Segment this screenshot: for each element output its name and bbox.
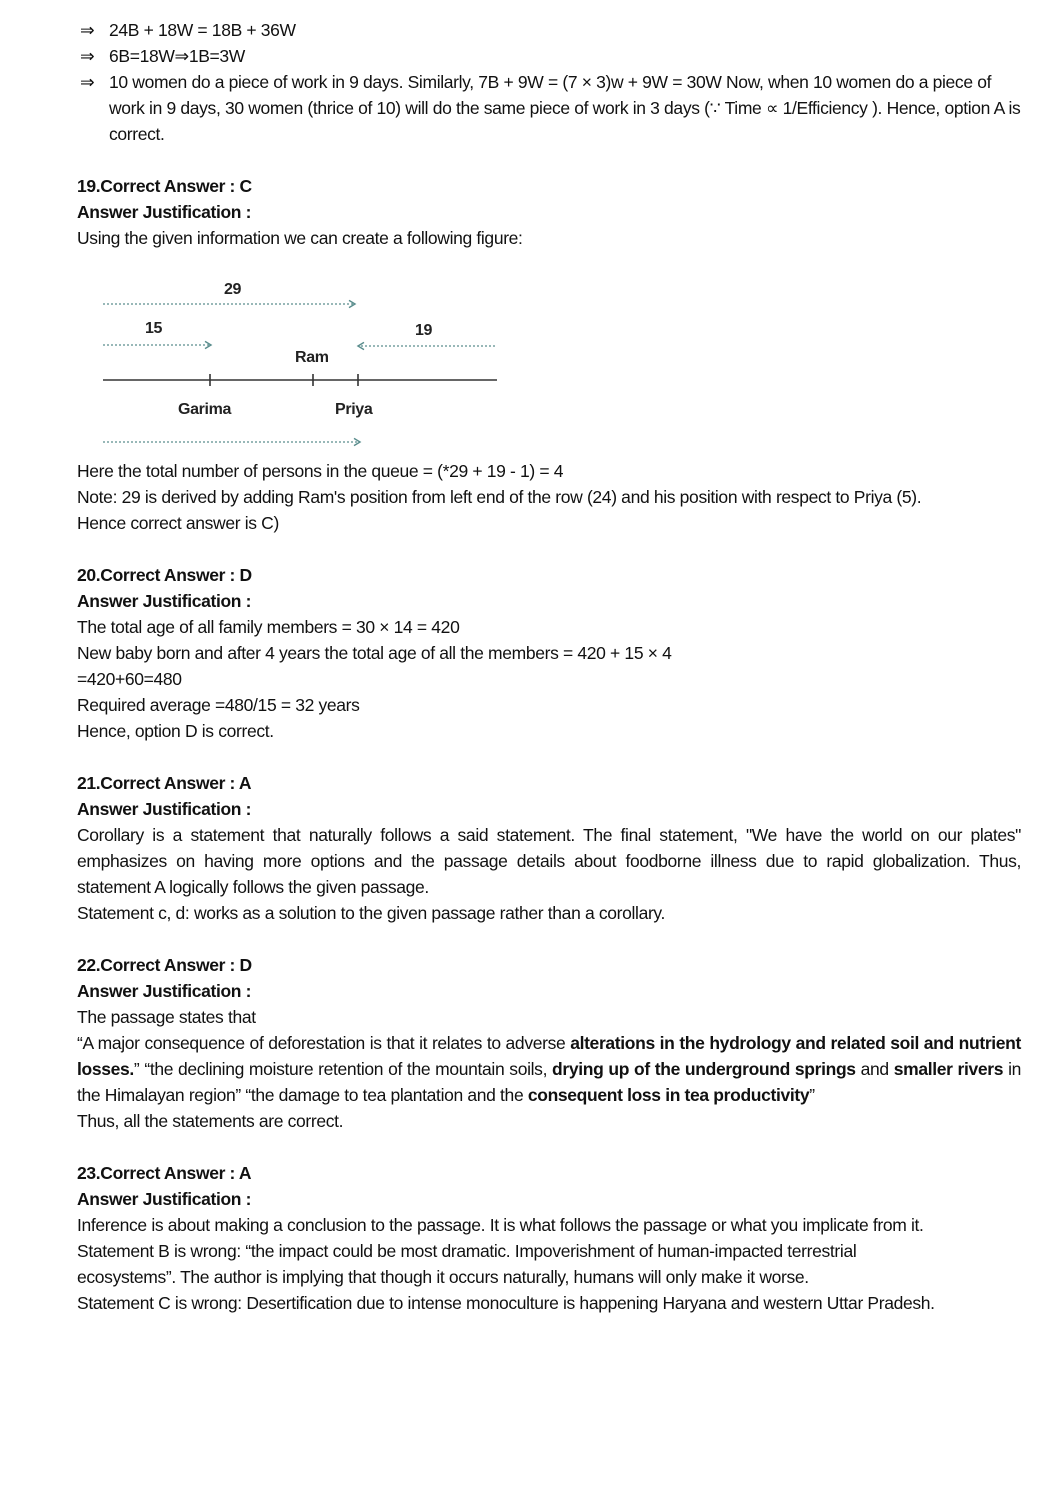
paragraph: Inference is about making a conclusion to the passage. It is what follows the passage or what you implicate from it. (77, 1215, 924, 1235)
bold-segment: smaller rivers (893, 1059, 1004, 1079)
quoted-passage (77, 1030, 1021, 1108)
justification-label: Answer Justification : (77, 591, 252, 611)
paragraph: Using the given information we can create a following figure: (77, 228, 523, 248)
paragraph: Here the total number of persons in the queue = (*29 + 19 - 1) = 4 (77, 461, 564, 481)
paragraph: The total age of all family members = 30 × 14 = 420 (77, 617, 460, 637)
paragraph: Hence, option D is correct. (77, 721, 274, 741)
step-text: 24B + 18W = 18B + 36W (109, 20, 296, 40)
queue-diagram (0, 251, 1058, 458)
justification-label: Answer Justification : (77, 1189, 252, 1209)
answer-heading: 23.Correct Answer : A (77, 1163, 252, 1183)
implies-arrow-icon: ⇒ (80, 20, 95, 40)
text-segment: ” (809, 1085, 815, 1105)
justification-label: Answer Justification : (77, 799, 252, 819)
text-segment: and (855, 1059, 894, 1079)
implies-arrow-icon: ⇒ (80, 46, 95, 66)
label-15: 15 (145, 320, 163, 337)
label-priya: Priya (335, 401, 373, 418)
paragraph: Corollary is a statement that naturally follows a said statement. The final statement, "We have the world on our plates" emphasizes on having more options and the passage details about foodborne illness due to rapid globalization. Thus, statement A logically follows the given passage. (77, 825, 1021, 897)
paragraph: Required average =480/15 = 32 years (77, 695, 360, 715)
answer-23 (77, 1160, 1058, 1316)
implies-arrow-icon: ⇒ (80, 72, 95, 92)
paragraph: Note: 29 is derived by adding Ram's position from left end of the row (24) and his position with respect to Priya (5). (77, 487, 922, 507)
label-garima: Garima (178, 401, 232, 418)
paragraph: New baby born and after 4 years the total age of all the members = 420 + 15 × 4 (77, 643, 672, 663)
paragraph: The passage states that (77, 1007, 256, 1027)
justification-label: Answer Justification : (77, 981, 252, 1001)
step-item (77, 17, 1021, 43)
paragraph: =420+60=480 (77, 669, 182, 689)
paragraph: Statement c, d: works as a solution to the given passage rather than a corollary. (77, 903, 666, 923)
answer-heading: 20.Correct Answer : D (77, 565, 252, 585)
text-segment: ” “the declining moisture retention of the mountain soils, (133, 1059, 553, 1079)
paragraph: Hence correct answer is C) (77, 513, 279, 533)
justification-label: Answer Justification : (77, 202, 252, 222)
step-item (77, 69, 1021, 147)
bold-segment: alterations in the hydrology and related soil and nutrient losses. (77, 1033, 1022, 1079)
answer-19 (77, 173, 1058, 536)
label-29: 29 (224, 281, 242, 298)
step-item (77, 43, 1021, 69)
label-19: 19 (415, 322, 433, 339)
paragraph: Statement C is wrong: Desertification due to intense monoculture is happening Haryana and western Uttar Pradesh. (77, 1293, 935, 1313)
step-text: 6B=18W⇒1B=3W (109, 46, 245, 66)
answer-22 (77, 952, 1058, 1134)
bold-segment: drying up of the underground springs (552, 1059, 856, 1079)
answer-20 (77, 562, 1058, 744)
step-text: 10 women do a piece of work in 9 days. Similarly, 7B + 9W = (7 × 3)w + 9W = 30W Now, when 10 women do a piece of work in 9 days, 30 women (thrice of 10) will do the same piece of work in 3 days (∵ Time ∝ 1/Efficiency ). Hence, option A is correct. (109, 72, 1021, 144)
answer-heading: 22.Correct Answer : D (77, 955, 252, 975)
text-segment: in the Himalayan region” “the damage to tea plantation and the (77, 1059, 1021, 1105)
paragraph: Statement B is wrong: “the impact could be most dramatic. Impoverishment of human-impacted terrestrial ecosystems”. The author is implying that though it occurs naturally, humans will only make it worse. (77, 1241, 857, 1287)
text-segment: “A major consequence of deforestation is that it relates to adverse (77, 1033, 571, 1053)
label-ram: Ram (295, 349, 329, 366)
answer-heading: 19.Correct Answer : C (77, 176, 252, 196)
answer-21 (77, 770, 1058, 926)
paragraph: Thus, all the statements are correct. (77, 1111, 344, 1131)
solution-steps (77, 17, 1058, 147)
bold-segment: consequent loss in tea productivity (527, 1085, 810, 1105)
answer-heading: 21.Correct Answer : A (77, 773, 252, 793)
